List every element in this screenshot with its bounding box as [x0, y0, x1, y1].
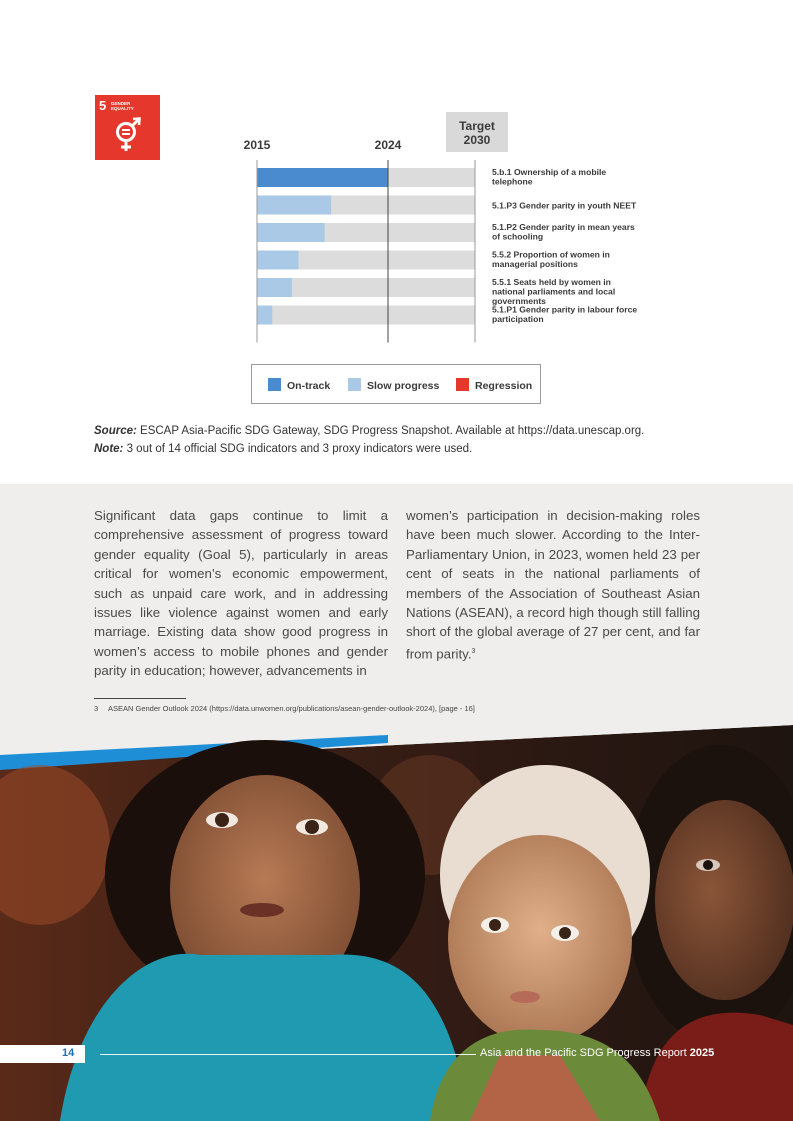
- column-header-2015: 2015: [243, 138, 271, 152]
- footer-year: 2025: [689, 1047, 715, 1059]
- chart-legend: [251, 364, 541, 404]
- category-label: 5.1.P1 Gender parity in labour force participation: [492, 304, 638, 324]
- sdg-goal-5-badge: [95, 95, 160, 160]
- body-text-right-column: [406, 506, 700, 664]
- footer-title: Asia and the Pacific SDG Progress Report: [480, 1047, 690, 1059]
- footer-rule: [100, 1054, 476, 1055]
- bar-1: [257, 168, 388, 187]
- footnote-text: ASEAN Gender Outlook 2024 (https://data.unwomen.org/publications/asean-gender-outlook-2024), [page - 16]: [108, 704, 475, 713]
- note-line: [94, 443, 714, 455]
- children-photo: [0, 725, 793, 1121]
- body-text-left-column: Significant data gaps continue to limit a comprehensive assessment of progress toward gender equality (Goal 5), particularly in areas critical for women’s economic empowerment, such as unpaid care work, and in addressing issues like violence against women and early marriage. Existing data show good progress in women’s access to mobile phones and gender parity in education; however, advancements in: [94, 508, 388, 679]
- legend-swatch: [348, 378, 361, 391]
- bar-3: [257, 223, 325, 242]
- category-label: 5.5.1 Seats held by women in national parliaments and local governments: [492, 277, 616, 306]
- note-lead: Note:: [94, 443, 124, 455]
- legend-label: Regression: [475, 380, 533, 392]
- sdg-label-line1: GENDER: [111, 101, 131, 106]
- body-text-right: women’s participation in decision-making roles have been much slower. According to the Inter-Parliamentary Union, in 2023, women held 23 per cent of seats in the national parliaments of members of the Association of Southeast Asian Nations (ASEAN), a record high though still falling short of the global average of 27 per cent, and far from parity.: [406, 508, 700, 662]
- bar-6: [257, 306, 272, 325]
- legend-item: [456, 378, 532, 392]
- bar-4: [257, 251, 298, 270]
- sdg-number: 5: [99, 98, 107, 113]
- bar-track: [257, 306, 475, 325]
- legend-item: [348, 378, 439, 392]
- sdg-label: [111, 101, 151, 111]
- category-label: 5.1.P2 Gender parity in mean years of schooling: [492, 222, 635, 242]
- bar-2: [257, 196, 331, 215]
- sdg5-progress-chart: [230, 105, 690, 355]
- page-number: 14: [62, 1047, 75, 1059]
- footnote: [94, 704, 475, 713]
- note-text: 3 out of 14 official SDG indicators and 3 proxy indicators were used.: [123, 443, 473, 455]
- column-header-target-year: 2030: [463, 133, 491, 147]
- footnote-divider: [94, 698, 186, 699]
- legend-swatch: [456, 378, 469, 391]
- source-lead: Source:: [94, 425, 137, 437]
- bar-5: [257, 278, 292, 297]
- footnote-ref: 3: [471, 647, 476, 655]
- category-label: 5.1.P3 Gender parity in youth NEET: [492, 200, 637, 211]
- legend-item: [268, 378, 330, 392]
- legend-swatch: [268, 378, 281, 391]
- sdg-label-line2: EQUALITY: [111, 106, 134, 111]
- category-label: 5.5.2 Proportion of women in managerial positions: [492, 249, 610, 269]
- column-header-target: Target: [459, 119, 495, 133]
- footnote-number: 3: [94, 704, 99, 713]
- footer-report-title: [480, 1047, 714, 1059]
- column-header-2024: 2024: [374, 138, 402, 152]
- source-text: ESCAP Asia-Pacific SDG Gateway, SDG Progress Snapshot. Available at https://data.unescap.org.: [136, 425, 645, 437]
- legend-label: On-track: [287, 380, 331, 392]
- legend-label: Slow progress: [367, 380, 440, 392]
- category-label: 5.b.1 Ownership of a mobile telephone: [492, 167, 607, 187]
- gender-equality-icon: [114, 117, 142, 155]
- source-line: [94, 425, 714, 437]
